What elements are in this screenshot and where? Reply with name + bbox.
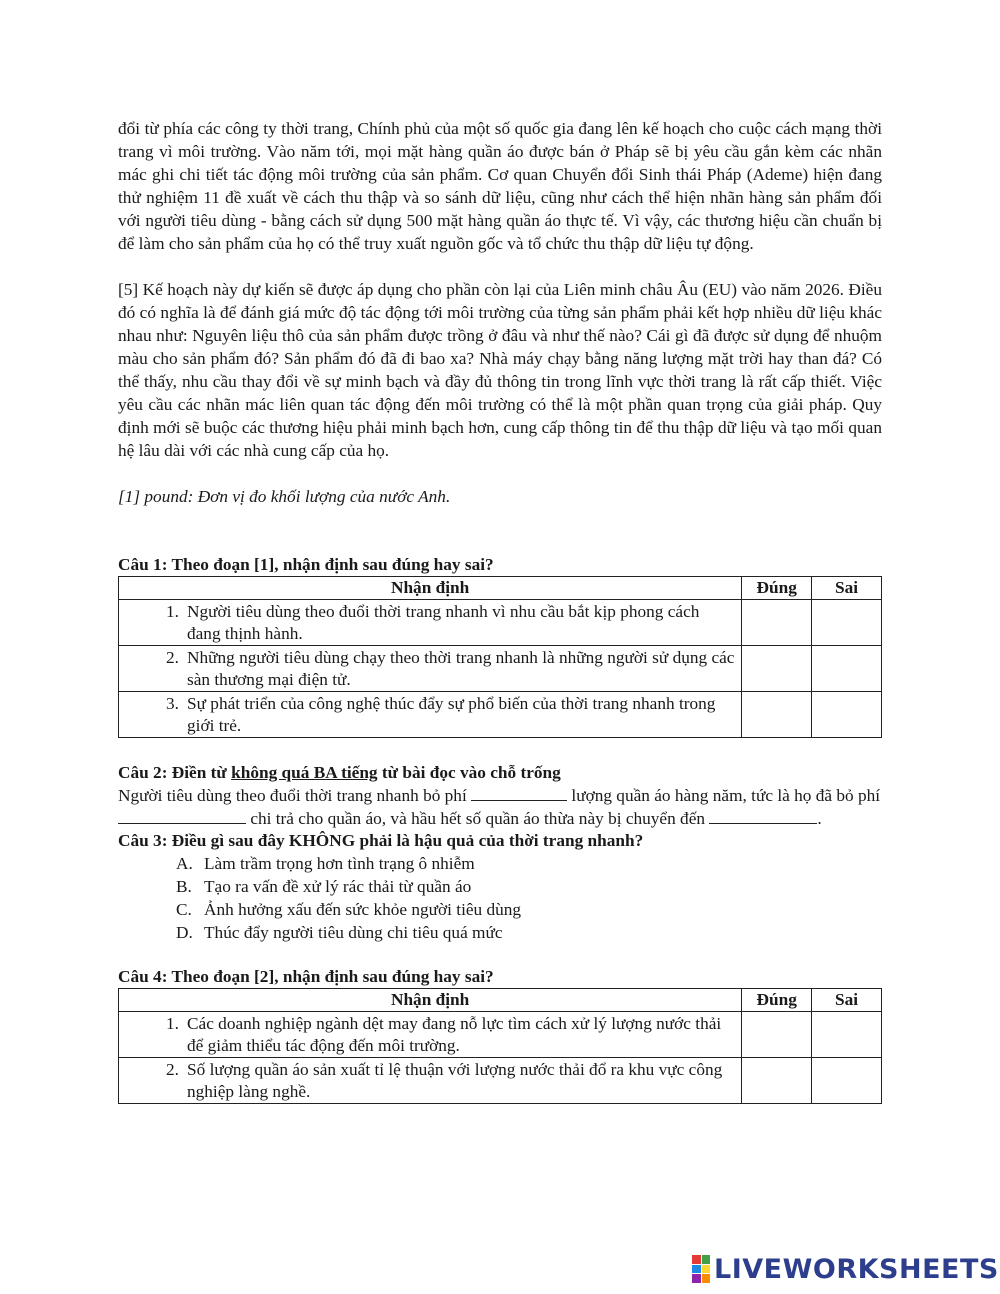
statement-text: Số lượng quần áo sản xuất tỉ lệ thuận với lượng nước thải đổ ra khu vực công nghiệp làng nghề.	[187, 1060, 723, 1101]
passage-paragraph-5: [5] Kế hoạch này dự kiến sẽ được áp dụng cho phần còn lại của Liên minh châu Âu (EU) vào năm 2026. Điều đó có nghĩa là để đánh giá mức độ tác động tới môi trường của từng sản phẩm phải kết hợp nhiều dữ liệu khác nhau như: Nguyên liệu thô của sản phẩm được trồng ở đâu và như thế nào? Cái gì đã được sử dụng để nhuộm màu cho sản phẩm đó? Sản phẩm đó đã đi bao xa? Nhà máy chạy bằng năng lượng mặt trời hay than đá? Có thể thấy, nhu cầu thay đổi về sự minh bạch và đầy đủ thông tin trong lĩnh vực thời trang là rất cấp thiết. Việc yêu cầu các nhãn mác liên quan tác động đến môi trường có thể là một phần quan trọng của giải pháp. Quy định mới sẽ buộc các thương hiệu phải minh bạch hơn, cung cấp thông tin để thu thập dữ liệu và tạo mối quan hệ lâu dài với các nhà cung cấp của họ.	[118, 280, 882, 460]
table-row	[119, 646, 882, 692]
option-b[interactable]	[176, 875, 882, 898]
question-3-title: Câu 3: Điều gì sau đây KHÔNG phải là hậu quả của thời trang nhanh?	[118, 831, 644, 850]
passage-paragraph-continuation: đổi từ phía các công ty thời trang, Chính phủ của một số quốc gia đang lên kế hoạch cho cuộc cách mạng thời trang vì môi trường. Vào năm tới, mọi mặt hàng quần áo được bán ở Pháp sẽ bị yêu cầu gắn kèm các nhãn mác ghi chi tiết tác động môi trường của sản phẩm. Cơ quan Chuyển đổi Sinh thái Pháp (Ademe) hiện đang thử nghiệm 11 đề xuất về cách thu thập và so sánh dữ liệu, cũng như cách thể hiện nhãn hàng sản phẩm đối với người tiêu dùng - bằng cách sử dụng 500 mặt hàng quần áo thực tế. Vì vậy, các thương hiệu cần chuẩn bị để làm cho sản phẩm của họ có thể truy xuất nguồn gốc và tổ chức thu thập dữ liệu tự động.	[118, 119, 882, 253]
question-2-title-suffix: từ bài đọc vào chỗ trống	[377, 763, 561, 782]
answer-true-cell[interactable]	[742, 692, 812, 738]
blank-input-3[interactable]	[709, 807, 817, 824]
blank-input-2[interactable]	[118, 807, 246, 824]
fill-text-part: chi trả cho quần áo, và hầu hết số quần áo thừa này bị chuyển đến	[246, 809, 710, 828]
option-text: Làm trầm trọng hơn tình trạng ô nhiễm	[204, 854, 475, 873]
fill-text-part: .	[817, 809, 822, 828]
answer-false-cell[interactable]	[812, 1058, 882, 1104]
table-row	[119, 1058, 882, 1104]
table-row	[119, 600, 882, 646]
question-1	[118, 554, 882, 738]
table-header-row	[119, 577, 882, 600]
option-d[interactable]	[176, 921, 882, 944]
header-false: Sai	[812, 577, 882, 600]
answer-true-cell[interactable]	[742, 600, 812, 646]
logo-square	[702, 1265, 711, 1274]
option-text: Thúc đẩy người tiêu dùng chi tiêu quá mức	[204, 923, 503, 942]
answer-true-cell[interactable]	[742, 646, 812, 692]
statement-number: 1.	[166, 602, 179, 621]
liveworksheets-icon	[692, 1255, 710, 1283]
statement-text: Những người tiêu dùng chạy theo thời trang nhanh là những người sử dụng các sàn thương mại điện tử.	[187, 648, 735, 689]
fill-text-part: lượng quần áo hàng năm, tức là họ đã bỏ phí	[567, 786, 881, 805]
header-statement: Nhận định	[119, 577, 742, 600]
option-c[interactable]	[176, 898, 882, 921]
question-2-text	[118, 784, 882, 830]
option-letter: D.	[176, 923, 193, 942]
fill-text-part: Người tiêu dùng theo đuổi thời trang nhanh bỏ phí	[118, 786, 472, 805]
statement-number: 3.	[166, 694, 179, 713]
header-false: Sai	[812, 989, 882, 1012]
statement-number: 2.	[166, 648, 179, 667]
table-row	[119, 1012, 882, 1058]
statement-cell	[119, 692, 742, 738]
statement-number: 2.	[166, 1060, 179, 1079]
answer-true-cell[interactable]	[742, 1058, 812, 1104]
statement-text: Người tiêu dùng theo đuổi thời trang nhanh vì nhu cầu bắt kịp phong cách đang thịnh hành.	[187, 602, 700, 643]
statement-cell	[119, 646, 742, 692]
question-1-title: Câu 1: Theo đoạn [1], nhận định sau đúng hay sai?	[118, 555, 494, 574]
footnote: [1] pound: Đơn vị đo khối lượng của nước Anh.	[118, 487, 451, 506]
logo-square	[702, 1274, 711, 1283]
liveworksheets-logo	[692, 1253, 999, 1285]
logo-square	[702, 1255, 711, 1264]
statement-cell	[119, 1012, 742, 1058]
statement-cell	[119, 1058, 742, 1104]
statement-number: 1.	[166, 1014, 179, 1033]
logo-square	[692, 1255, 701, 1264]
option-a[interactable]	[176, 852, 882, 875]
question-4-table	[118, 988, 882, 1104]
worksheet-page	[118, 117, 882, 1104]
liveworksheets-wordmark: LIVEWORKSHEETS	[714, 1253, 999, 1285]
question-2-title	[118, 762, 882, 784]
option-text: Ảnh hưởng xấu đến sức khỏe người tiêu dùng	[204, 900, 522, 919]
question-2	[118, 762, 882, 830]
question-2-title-emphasis: không quá BA tiếng	[231, 763, 378, 782]
statement-cell	[119, 600, 742, 646]
question-2-title-prefix: Câu 2: Điền từ	[118, 763, 232, 782]
blank-input-1[interactable]	[471, 784, 567, 801]
statement-text: Sự phát triển của công nghệ thúc đẩy sự phổ biến của thời trang nhanh trong giới trẻ.	[187, 694, 716, 735]
question-4-title: Câu 4: Theo đoạn [2], nhận định sau đúng hay sai?	[118, 967, 494, 986]
answer-true-cell[interactable]	[742, 1012, 812, 1058]
question-1-table	[118, 576, 882, 738]
answer-false-cell[interactable]	[812, 692, 882, 738]
question-4	[118, 966, 882, 1104]
header-statement: Nhận định	[119, 989, 742, 1012]
table-row	[119, 692, 882, 738]
option-text: Tạo ra vấn đề xử lý rác thải từ quần áo	[204, 877, 472, 896]
question-3	[118, 830, 882, 944]
statement-text: Các doanh nghiệp ngành dệt may đang nỗ lực tìm cách xử lý lượng nước thải để giảm thiểu tác động đến môi trường.	[187, 1014, 722, 1055]
logo-square	[692, 1274, 701, 1283]
answer-false-cell[interactable]	[812, 600, 882, 646]
question-3-options	[118, 852, 882, 944]
header-true: Đúng	[742, 989, 812, 1012]
option-letter: C.	[176, 900, 192, 919]
table-header-row	[119, 989, 882, 1012]
logo-square	[692, 1265, 701, 1274]
answer-false-cell[interactable]	[812, 646, 882, 692]
option-letter: A.	[176, 854, 193, 873]
option-letter: B.	[176, 877, 192, 896]
header-true: Đúng	[742, 577, 812, 600]
answer-false-cell[interactable]	[812, 1012, 882, 1058]
